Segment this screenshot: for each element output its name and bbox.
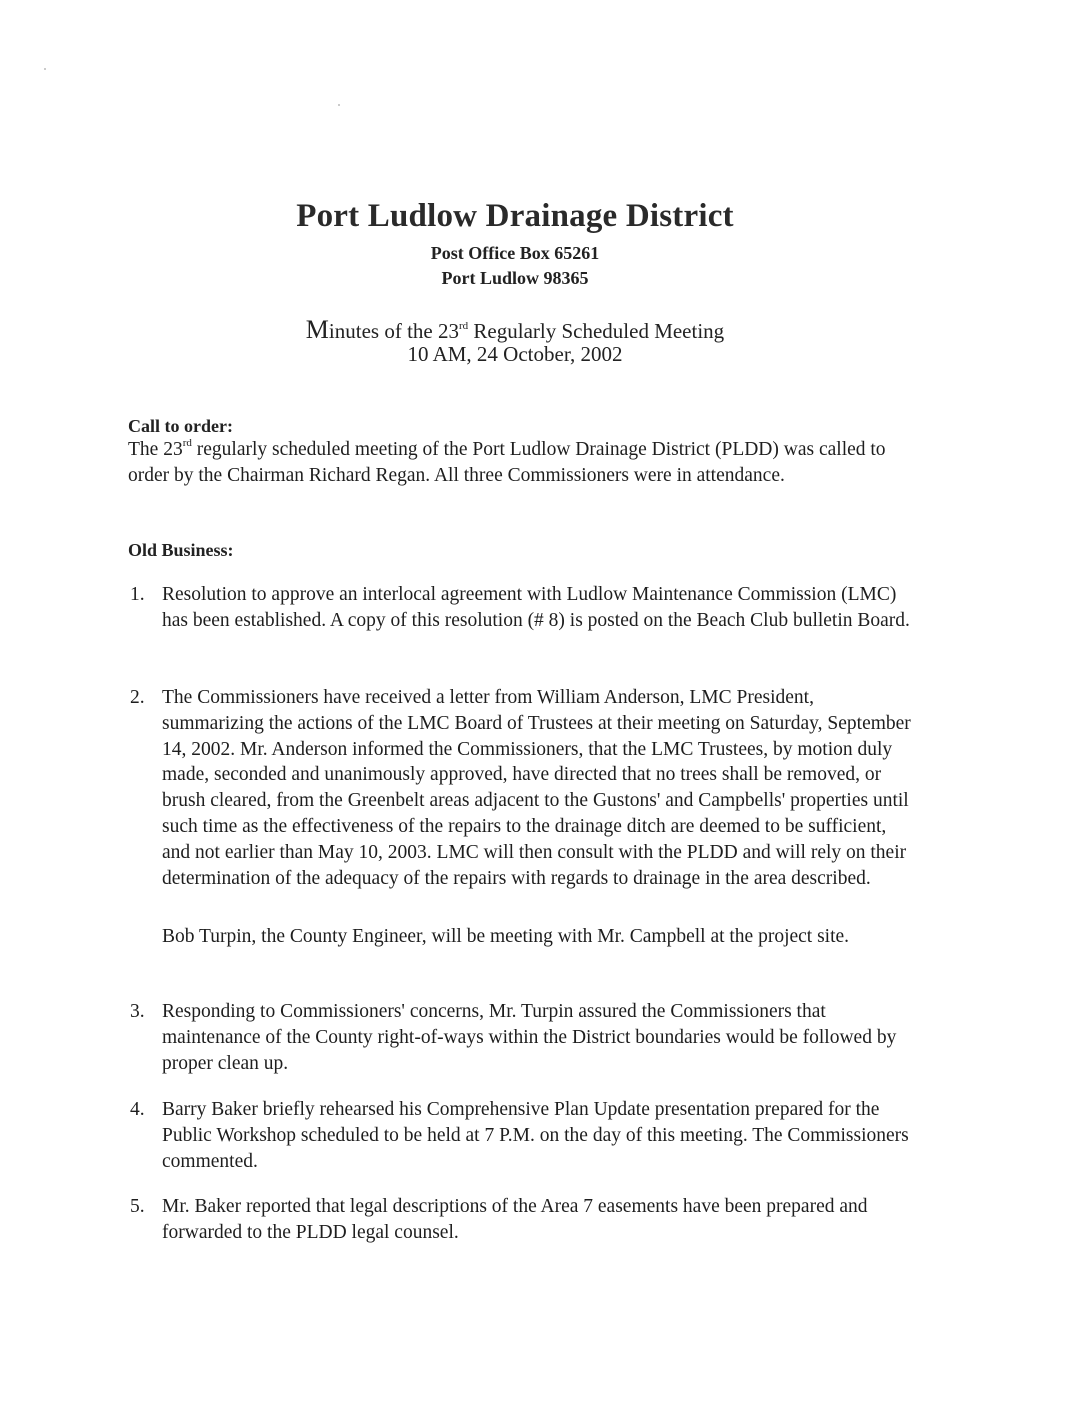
scan-speck [338, 104, 340, 106]
item-text: Resolution to approve an interlocal agreement with Ludlow Maintenance Commission (LMC) has been established. A copy of this resolution (# 8) is posted on the Beach Club bulletin Board. [162, 584, 910, 631]
call-to-order-heading: Call to order: [128, 416, 233, 436]
call-to-order-ordinal: rd [182, 437, 192, 449]
call-to-order-paragraph [128, 437, 918, 489]
item-number: 4. [130, 1099, 145, 1120]
item-number: 3. [130, 1001, 145, 1022]
minutes-initial: M [305, 315, 329, 344]
scan-speck [44, 68, 46, 70]
item-number: 5. [130, 1196, 145, 1217]
meeting-date: 10 AM, 24 October, 2002 [407, 342, 623, 366]
minutes-title-prefix: inutes of the 23 [328, 319, 459, 343]
minutes-title-suffix: Regularly Scheduled Meeting [468, 319, 725, 343]
minutes-title [0, 315, 1030, 345]
old-business-heading: Old Business: [128, 540, 234, 560]
item-number: 1. [130, 584, 145, 605]
item-followup-text: Bob Turpin, the County Engineer, will be meeting with Mr. Campbell at the project site. [162, 926, 850, 947]
call-to-order-text: regularly scheduled meeting of the Port Ludlow Drainage District (PLDD) was called to order by the Chairman Richard Regan. All three Commissioners were in attendance. [128, 439, 886, 486]
item-number: 2. [130, 687, 145, 708]
item-text: Responding to Commissioners' concerns, Mr. Turpin assured the Commissioners that maintenance of the County right-of-ways within the District boundaries would be followed by proper clean up. [162, 1001, 897, 1074]
item-text: Barry Baker briefly rehearsed his Comprehensive Plan Update presentation prepared for the Public Workshop scheduled to be held at 7 P.M. on the day of this meeting. The Commissioners commented. [162, 1099, 909, 1172]
minutes-ordinal-suffix: rd [458, 320, 469, 332]
item-text: The Commissioners have received a letter from William Anderson, LMC President, summarizing the actions of the LMC Board of Trustees at their meeting on Saturday, September 14, 2002. Mr. Anderson informed the Commissioners, that the LMC Trustees, by motion duly made, seconded and unanimously approved, have directed that no trees shall be removed, or brush cleared, from the Greenbelt areas adjacent to the Gustons' and Campbells' properties until such time as the effectiveness of the repairs to the drainage ditch are deemed to be sufficient, and not earlier than May 10, 2003. LMC will then consult with the PLDD and will rely on their determination of the adequacy of the repairs with regards to drainage in the area described. [162, 687, 911, 889]
call-to-order-prefix: The 23 [128, 439, 183, 460]
address-po-box: Post Office Box 65261 [430, 243, 600, 263]
address-city-zip: Port Ludlow 98365 [441, 268, 589, 288]
organization-title: Port Ludlow Drainage District [296, 198, 734, 234]
item-text: Mr. Baker reported that legal descriptions of the Area 7 easements have been prepared and forwarded to the PLDD legal counsel. [162, 1196, 868, 1243]
